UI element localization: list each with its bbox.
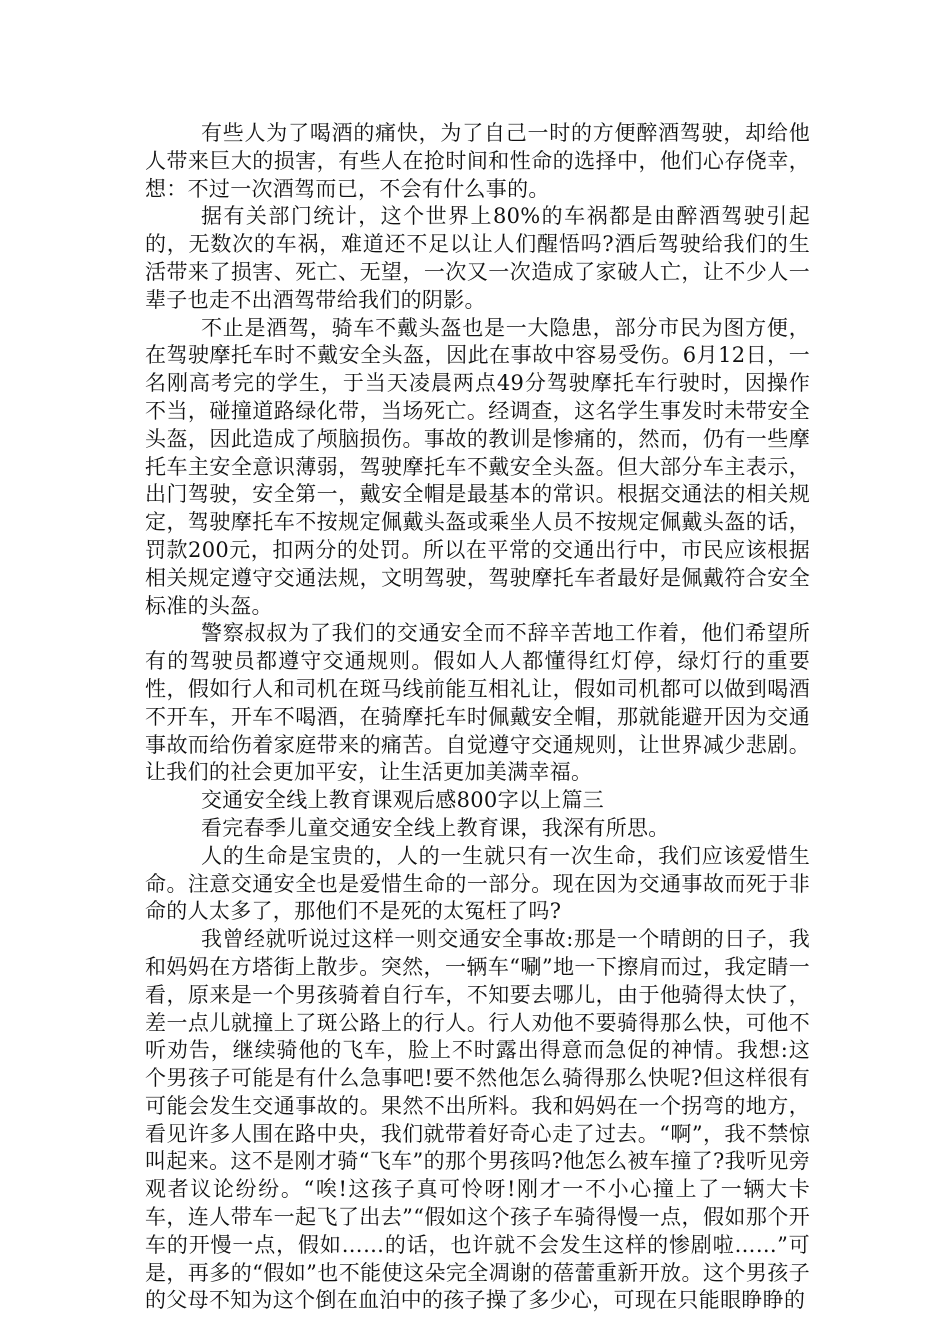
paragraph-helmet: 不止是酒驾，骑车不戴头盔也是一大隐患，部分市民为图方便，在驾驶摩托车时不戴安全头盔，因此在事故中容易受伤。6月12日，一名刚高考完的学生，于当天凌晨两点49分驾驶摩托车行驶时，因操作不当，碰撞道路绿化带，当场死亡。经调查，这名学生事发时未带安全头盔，因此造成了颅脑损伤。事故的教训是惨痛的，然而，仍有一些摩托车主安全意识薄弱，驾驶摩托车不戴安全头盔。但大部分车主表示，出门驾驶，安全第一，戴安全帽是最基本的常识。根据交通法的相关规定，驾驶摩托车不按规定佩戴头盔或乘坐人员不按规定佩戴头盔的话，罚款200元，扣两分的处罚。所以在平常的交通出行中，市民应该根据相关规定遵守交通法规，文明驾驶，驾驶摩托车者最好是佩戴符合安全标准的头盔。: [145, 315, 810, 618]
section-heading: 交通安全线上教育课观后感800字以上篇三: [201, 788, 605, 813]
paragraph-police: 警察叔叔为了我们的交通安全而不辞辛苦地工作着，他们希望所有的驾驶员都遵守交通规则。假如人人都懂得红灯停，绿灯行的重要性，假如行人和司机在斑马线前能互相礼让，假如司机都可以做到喝酒不开车，开车不喝酒，在骑摩托车时佩戴安全帽，那就能避开因为交通事故而给伤着家庭带来的痛苦。自觉遵守交通规则，让世界减少悲剧。让我们的社会更加平安，让生活更加美满幸福。: [145, 621, 810, 785]
paragraph-accident-story: 我曾经就听说过这样一则交通安全事故:那是一个晴朗的日子，我和妈妈在方塔街上散步。突然，一辆车“唰”地一下擦肩而过，我定睛一看，原来是一个男孩骑着自行车，不知要去哪儿，由于他骑得太快了，差一点儿就撞上了斑公路上的行人。行人劝他不要骑得那么快，可他不听劝告，继续骑他的飞车，脸上不时露出得意而急促的神情。我想:这个男孩子可能是有什么急事吧!要不然他怎么骑得那么快呢?但这样很有可能会发生交通事故的。果然不出所料。我和妈妈在一个拐弯的地方，看见许多人围在路中央，我们就带着好奇心走了过去。“啊”，我不禁惊叫起来。这不是刚才骑“飞车”的那个男孩吗?他怎么被车撞了?我听见旁观者议论纷纷。“唉!这孩子真可怜呀!刚才一不小心撞上了一辆大卡车，连人带车一起飞了出去”“假如这个孩子车骑得慢一点，假如那个开车的开慢一点，假如……的话，也许就不会发生这样的惨剧啦……”可是，再多的“假如”也不能使这朵完全凋谢的蓓蕾重新开放。这个男孩子的父母不知为这个倒在血泊中的孩子操了多少心，可现在只能眼睁睁的: [145, 927, 810, 1313]
paragraph-life-precious: 人的生命是宝贵的，人的一生就只有一次生命，我们应该爱惜生命。注意交通安全也是爱惜生命的一部分。现在因为交通事故而死于非命的人太多了，那他们不是死的太冤枉了吗?: [145, 843, 810, 924]
paragraph-reflection-intro: 看完春季儿童交通安全线上教育课，我深有所思。: [201, 815, 670, 840]
paragraph-drunk-driving-intro: 有些人为了喝酒的痛快，为了自己一时的方便醉酒驾驶，却给他人带来巨大的损害，有些人在抢时间和性命的选择中，他们心存侥幸，想：不过一次酒驾而已，不会有什么事的。: [145, 121, 810, 201]
paragraph-statistics: 据有关部门统计，这个世界上80%的车祸都是由醉酒驾驶引起的，无数次的车祸，难道还不足以让人们醒悟吗?酒后驾驶给我们的生活带来了损害、死亡、无望，一次又一次造成了家破人亡，让不少人一辈子也走不出酒驾带给我们的阴影。: [145, 204, 810, 312]
document-body: [145, 120, 810, 1315]
